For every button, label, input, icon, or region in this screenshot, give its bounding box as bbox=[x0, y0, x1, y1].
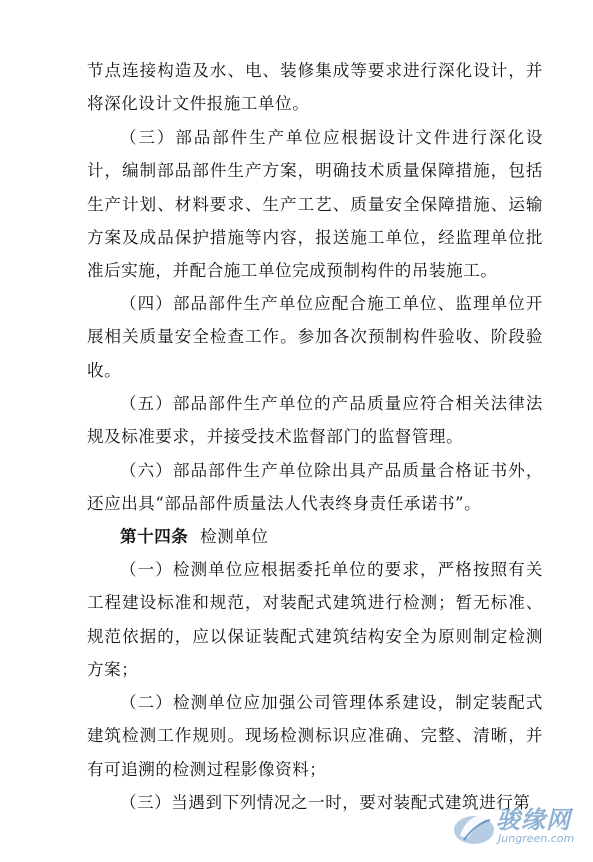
watermark-text: 骏缘网 bbox=[496, 806, 571, 834]
paragraph-item-5-quality: （五）部品部件生产单位的产品质量应符合相关法律法规及标准要求，并接受技术监督部门的监督管理。 bbox=[87, 394, 543, 447]
article-heading bbox=[120, 520, 269, 553]
paragraph-item-4-inspection: （四）部品部件生产单位应配合施工单位、监理单位开展相关质量安全检查工作。参加各次预制构件验收、阶段验收。 bbox=[87, 294, 543, 380]
site-watermark bbox=[450, 798, 585, 854]
paragraph-testing-item-1: （一）检测单位应根据委托单位的要求，严格按照有关工程建设标准和规范，对装配式建筑进行检测；暂无标准、规范依据的，应以保证装配式建筑结构安全为原则制定检测方案； bbox=[87, 560, 543, 679]
watermark-url: Jungreen.com bbox=[498, 832, 575, 845]
paragraph-item-6-certificate: （六）部品部件生产单位除出具产品质量合格证书外，还应出具“部品部件质量法人代表终身责任承诺书”。 bbox=[87, 461, 543, 514]
paragraph-item-3-production-plan: （三）部品部件生产单位应根据设计文件进行深化设计，编制部品部件生产方案，明确技术质量保障措施，包括生产计划、材料要求、生产工艺、质量安全保障措施、运输方案及成品保护措施等内容，报送施工单位，经监理单位批准后实施，并配合施工单位完成预制构件的吊装施工。 bbox=[87, 128, 543, 281]
article-title: 检测单位 bbox=[200, 527, 269, 546]
paragraph-continued-design: 节点连接构造及水、电、装修集成等要求进行深化设计，并将深化设计文件报施工单位。 bbox=[87, 61, 543, 114]
paragraph-testing-item-3: （三）当遇到下列情况之一时，要对装配式建筑进行第 bbox=[120, 793, 531, 812]
leaf-logo-icon bbox=[450, 802, 498, 850]
paragraph-testing-item-2: （二）检测单位应加强公司管理体系建设，制定装配式建筑检测工作规则。现场检测标识应准确、完整、清晰，并有可追溯的检测过程影像资料； bbox=[87, 693, 543, 779]
article-number: 第十四条 bbox=[120, 527, 189, 546]
